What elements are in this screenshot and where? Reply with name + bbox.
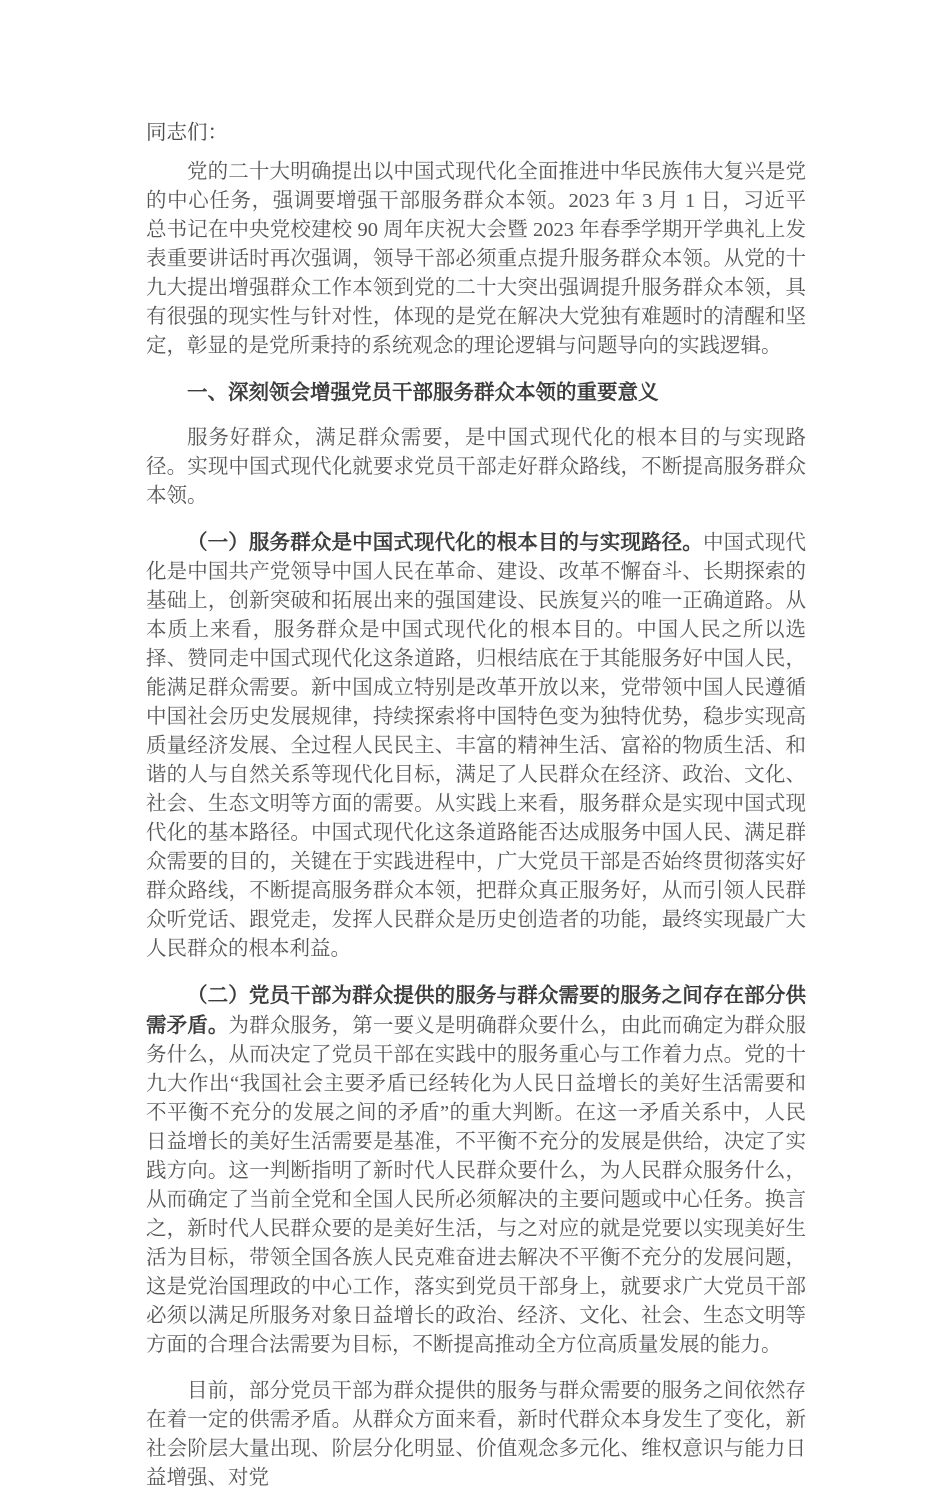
section-heading-1: 一、深刻领会增强党员干部服务群众本领的重要意义 [187, 381, 659, 404]
document-body [146, 119, 806, 1493]
subsection-2-paragraph [146, 981, 806, 1360]
subsection-2-lead: （二）党员干部为群众提供的服务与群众需要的服务之间存在部分供需矛盾。 [146, 984, 806, 1037]
subsection-1-body: 中国式现代化是中国共产党领导中国人民在革命、建设、改革不懈奋斗、长期探索的基础上，创新突破和拓展出来的强国建设、民族复兴的唯一正确道路。从本质上来看，服务群众是中国式现代化的根本目的。中国人民之所以选择、赞同走中国式现代化这条道路，归根结底在于其能服务好中国人民，能满足群众需要。新中国成立特别是改革开放以来，党带领中国人民遵循中国社会历史发展规律，持续探索将中国特色变为独特优势，稳步实现高质量经济发展、全过程人民民主、丰富的精神生活、富裕的物质生活、和谐的人与自然关系等现代化目标，满足了人民群众在经济、政治、文化、社会、生态文明等方面的需要。从实践上来看，服务群众是实现中国式现代化的基本路径。中国式现代化这条道路能否达成服务中国人民、满足群众需要的目的，关键在于实践进程中，广大党员干部是否始终贯彻落实好群众路线，不断提高服务群众本领，把群众真正服务好，从而引领人民群众听党话、跟党走，发挥人民群众是历史创造者的功能，最终实现最广大人民群众的根本利益。 [146, 532, 807, 960]
subsection-1-lead: （一）服务群众是中国式现代化的根本目的与实现路径。 [187, 531, 703, 554]
subsection-2-body: 为群众服务，第一要义是明确群众要什么，由此而确定为群众服务什么，从而决定了党员干部在实践中的服务重心与工作着力点。党的十九大作出“我国社会主要矛盾已经转化为人民日益增长的美好生活需要和不平衡不充分的发展之间的矛盾”的重大判断。在这一矛盾关系中，人民日益增长的美好生活需要是基准，不平衡不充分的发展是供给，决定了实践方向。这一判断指明了新时代人民群众要什么，为人民群众服务什么，从而确定了当前全党和全国人民所必须解决的主要问题或中心任务。换言之，新时代人民群众要的是美好生活，与之对应的就是党要以实现美好生活为目标，带领全国各族人民克难奋进去解决不平衡不充分的发展问题，这是党治国理政的中心工作，落实到党员干部身上，就要求广大党员干部必须以满足所服务对象日益增长的政治、经济、文化、社会、生态文明等方面的合理合法需要为目标，不断提高推动全方位高质量发展的能力。 [146, 1015, 807, 1356]
subsection-1-paragraph [146, 528, 806, 964]
intro-paragraph: 党的二十大明确提出以中国式现代化全面推进中华民族伟大复兴是党的中心任务，强调要增强干部服务群众本领。2023 年 3 月 1 日，习近平总书记在中央党校建校 90 周年庆祝大会暨 2023 年春季学期开学典礼上发表重要讲话时再次强调，领导干部必须重点提升服务群众本领。从党的十九大提出增强群众工作本领到党的二十大突出强调提升服务群众本领，具有很强的现实性与针对性，体现的是党在解决大党独有难题时的清醒和坚定，彰显的是党所秉持的系统观念的理论逻辑与问题导向的实践逻辑。 [146, 161, 806, 357]
subsection-2-continuation-paragraph: 目前，部分党员干部为群众提供的服务与群众需要的服务之间依然存在着一定的供需矛盾。从群众方面来看，新时代群众本身发生了变化，新社会阶层大量出现、阶层分化明显、价值观念多元化、维权意识与能力日益增强、对党 [146, 1380, 806, 1489]
salutation: 同志们： [146, 122, 228, 144]
section-1-intro-paragraph: 服务好群众，满足群众需要，是中国式现代化的根本目的与实现路径。实现中国式现代化就要求党员干部走好群众路线，不断提高服务群众本领。 [146, 427, 806, 507]
